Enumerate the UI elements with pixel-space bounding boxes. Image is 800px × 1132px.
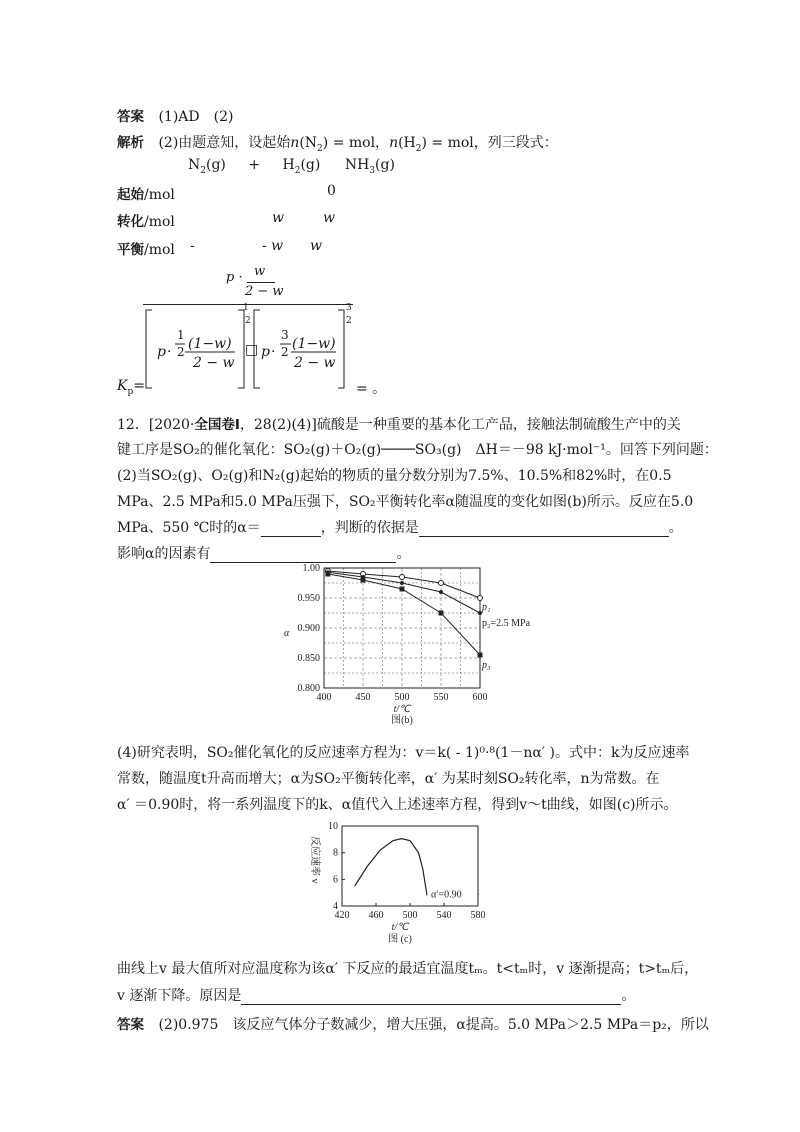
q12-l5b: ，判断的依据是 bbox=[320, 520, 419, 536]
row-change-label: 转化 bbox=[117, 214, 144, 230]
data-point bbox=[400, 581, 404, 585]
q12-l1b: 全国卷Ⅰ bbox=[194, 417, 240, 433]
h2-tail: ) = mol，列三段式： bbox=[421, 135, 558, 151]
x-tick-label: 500 bbox=[402, 910, 418, 921]
kp-num-denominator: 2 − w bbox=[245, 284, 284, 299]
kp-b1-p: p bbox=[157, 344, 166, 360]
x-tick-label: 500 bbox=[394, 692, 410, 703]
kp-num-dot: · bbox=[238, 270, 243, 285]
kp-b2-two: 2 bbox=[281, 345, 289, 359]
eq-n2: N bbox=[188, 157, 201, 173]
alpha-blank[interactable] bbox=[261, 522, 321, 537]
kp-b2-2mw: 2 − w bbox=[294, 355, 336, 371]
p1-label: p₁ bbox=[482, 602, 491, 613]
chart-caption: 图(b) bbox=[391, 715, 413, 726]
kp-b2-dot: · bbox=[271, 344, 276, 360]
y-axis-label: α bbox=[284, 628, 290, 639]
kp-exp-half-1: 1 bbox=[243, 303, 249, 313]
eq-nh3: NH bbox=[344, 157, 370, 173]
n2-tail: ) = mol， bbox=[322, 135, 390, 151]
eq-n2-g: (g) bbox=[205, 157, 226, 173]
y-tick-label: 0.850 bbox=[297, 653, 320, 664]
q4-line2: 常数，随温度t升高而增大；α为SO₂平衡转化率，α′ 为某时刻SO₂转化率，n为常数。在 bbox=[117, 771, 660, 787]
q12-line4: MPa、2.5 MPa和5.0 MPa压强下，SO₂平衡转化率α随温度的变化如图(b)所示。反应在5.0 bbox=[117, 494, 694, 510]
analysis1 bbox=[117, 131, 558, 154]
chart-caption: 图 (c) bbox=[388, 934, 412, 945]
x-axis-label: t/℃ bbox=[391, 922, 409, 933]
data-point bbox=[325, 572, 330, 577]
row-start-c3: 0 bbox=[327, 183, 336, 199]
q12-l6b: 。 bbox=[396, 546, 411, 562]
q12-l5c: 。 bbox=[668, 520, 683, 536]
kp-b2-1mw: (1−w) bbox=[292, 336, 336, 352]
data-point bbox=[439, 590, 443, 594]
x-tick-label: 580 bbox=[470, 910, 486, 921]
x-tick-label: 550 bbox=[433, 692, 449, 703]
row-equil-c2: - w bbox=[262, 238, 284, 254]
kp-b1-dot: · bbox=[167, 344, 172, 360]
eq-h2-sub: 2 bbox=[294, 165, 301, 176]
eq-nh3-sub: 3 bbox=[369, 165, 376, 176]
kp-b1-2mw: 2 − w bbox=[193, 355, 235, 371]
n-symbol-h2: n bbox=[389, 135, 399, 151]
kp-label-k: K bbox=[117, 378, 128, 394]
row-change-c3: w bbox=[323, 210, 335, 226]
n2-open: (N bbox=[299, 135, 318, 151]
kp-label bbox=[117, 378, 145, 397]
n2-sub: 2 bbox=[317, 143, 323, 154]
eq-n2-sub: 2 bbox=[200, 165, 206, 176]
h2-sub: 2 bbox=[415, 143, 422, 154]
kp-box: □ bbox=[245, 342, 259, 358]
chart-c bbox=[300, 818, 500, 948]
p3-label: p₃ bbox=[482, 660, 491, 671]
eq-h2: H bbox=[282, 157, 295, 173]
q4-tail-line2 bbox=[117, 985, 635, 1005]
rate-curve bbox=[355, 839, 427, 896]
row-change bbox=[117, 210, 175, 230]
row-start bbox=[117, 183, 175, 203]
chart-b bbox=[280, 560, 540, 730]
kp-num-fracline bbox=[247, 282, 275, 283]
q4-line3: α′ ＝0.90时，将一系列温度下的k、α值代入上述速率方程，得到v～t曲线，如图(c)所示。 bbox=[117, 797, 678, 813]
kp-b1-1mw: (1−w) bbox=[188, 336, 232, 352]
data-point bbox=[439, 611, 444, 616]
x-tick-label: 460 bbox=[368, 910, 384, 921]
h2-open: (H bbox=[398, 135, 416, 151]
data-point bbox=[400, 587, 405, 592]
series-annotation: α′=0.90 bbox=[431, 889, 462, 901]
y-tick-label: 6 bbox=[333, 874, 338, 886]
q12-line3: (2)当SO₂(g)、O₂(g)和N₂(g)起始的物质的量分数分别为7.5%、10.5%和82%时，在0.5 bbox=[117, 468, 672, 484]
row-equil-unit: /mol bbox=[144, 242, 175, 258]
kp-exp-3: 3 bbox=[346, 303, 352, 313]
p2-label: p₂=2.5 MPa bbox=[482, 618, 531, 629]
y-axis-label: 反应速率 v bbox=[309, 836, 320, 884]
equation-header bbox=[188, 157, 395, 176]
answer1-text: (1)AD (2) bbox=[158, 109, 234, 125]
reason-blank[interactable] bbox=[241, 990, 621, 1005]
y-tick-label: 0.800 bbox=[297, 683, 320, 694]
kp-b1-two: 2 bbox=[177, 345, 185, 359]
eq-h2-g: (g) bbox=[300, 157, 321, 173]
data-point bbox=[478, 653, 483, 658]
q12-line5 bbox=[117, 517, 683, 537]
y-tick-label: 4 bbox=[333, 901, 338, 912]
q4-line1: (4)研究表明，SO₂催化氧化的反应速率方程为：v＝k( - 1)⁰·⁸(1－nα′ )。式中：k为反应速率 bbox=[117, 745, 690, 761]
data-point bbox=[361, 578, 366, 583]
kp-b1-half: 1 bbox=[177, 328, 185, 342]
y-tick-label: 8 bbox=[333, 847, 338, 859]
data-point bbox=[478, 596, 483, 601]
kp-b2-p: p bbox=[261, 344, 270, 360]
y-tick-label: 1.00 bbox=[302, 563, 320, 574]
row-change-c2: w bbox=[272, 210, 284, 226]
row-equil-c1: - bbox=[190, 238, 195, 254]
row-equil bbox=[117, 238, 175, 258]
q12-l1c: ，28(2)(4)]硫酸是一种重要的基本化工产品，接触法制硫酸生产中的关 bbox=[239, 417, 681, 433]
kp-num-w: w bbox=[254, 264, 266, 279]
answer2 bbox=[117, 1013, 709, 1034]
analysis1-label: 解析 bbox=[117, 135, 144, 151]
kp-tail: = 。 bbox=[356, 381, 387, 397]
row-change-unit: /mol bbox=[144, 214, 175, 230]
answer1-label: 答案 bbox=[117, 109, 144, 125]
q4-tail-line1: 曲线上v 最大值所对应温度称为该α′ 下反应的最适宜温度tₘ。t<tₘ时，v 逐渐提高；t>tₘ后， bbox=[117, 961, 699, 977]
row-start-unit: /mol bbox=[144, 187, 175, 203]
kp-num-p: p bbox=[226, 270, 235, 285]
q4-tail-l2a: v 逐渐下降。原因是 bbox=[117, 988, 242, 1004]
kp-label-sub: p bbox=[127, 386, 134, 397]
data-point bbox=[439, 581, 444, 586]
eq-nh3-g: (g) bbox=[375, 157, 395, 173]
x-axis-label: t/℃ bbox=[393, 704, 411, 715]
basis-blank[interactable] bbox=[419, 522, 669, 537]
q4-tail-l2b: 。 bbox=[621, 988, 636, 1004]
kp-b2-three: 3 bbox=[281, 328, 289, 342]
q12-line1 bbox=[117, 413, 681, 434]
row-equil-label: 平衡 bbox=[117, 242, 144, 258]
x-tick-label: 420 bbox=[334, 910, 350, 921]
q12-l6a: 影响α的因素有 bbox=[117, 546, 211, 562]
answer2-text: (2)0.975 该反应气体分子数减少，增大压强，α提高。5.0 MPa＞2.5 MPa＝p₂，所以 bbox=[158, 1017, 709, 1033]
y-tick-label: 0.900 bbox=[297, 623, 320, 634]
kp-equals: = bbox=[133, 378, 145, 394]
q12-l5a: MPa、550 ℃时的α＝ bbox=[117, 520, 261, 536]
analysis1-text: (2)由题意知，设起始 bbox=[158, 135, 291, 151]
row-equil-c3: w bbox=[310, 238, 322, 254]
kp-numerator bbox=[226, 270, 243, 285]
x-tick-label: 450 bbox=[355, 692, 371, 703]
n-symbol: n bbox=[290, 135, 300, 151]
answer1 bbox=[117, 105, 233, 126]
x-tick-label: 400 bbox=[316, 692, 332, 703]
x-tick-label: 540 bbox=[436, 910, 452, 921]
kp-exp-2-2: 2 bbox=[346, 316, 352, 326]
q12-line2: 键工序是SO₂的催化氧化：SO₂(g)＋O₂(g)────SO₃(g) ΔH＝－98 kJ·mol⁻¹。回答下列问题： bbox=[117, 442, 718, 458]
eq-plus: + bbox=[248, 157, 261, 173]
data-point bbox=[400, 575, 405, 580]
y-tick-label: 10 bbox=[328, 821, 338, 832]
q12-l1a: 12．[2020· bbox=[117, 417, 195, 433]
x-tick-label: 600 bbox=[472, 692, 488, 703]
answer2-label: 答案 bbox=[117, 1017, 144, 1033]
row-start-label: 起始 bbox=[117, 187, 144, 203]
y-tick-label: 0.950 bbox=[297, 593, 320, 604]
kp-exp-2-1: 2 bbox=[245, 316, 251, 326]
